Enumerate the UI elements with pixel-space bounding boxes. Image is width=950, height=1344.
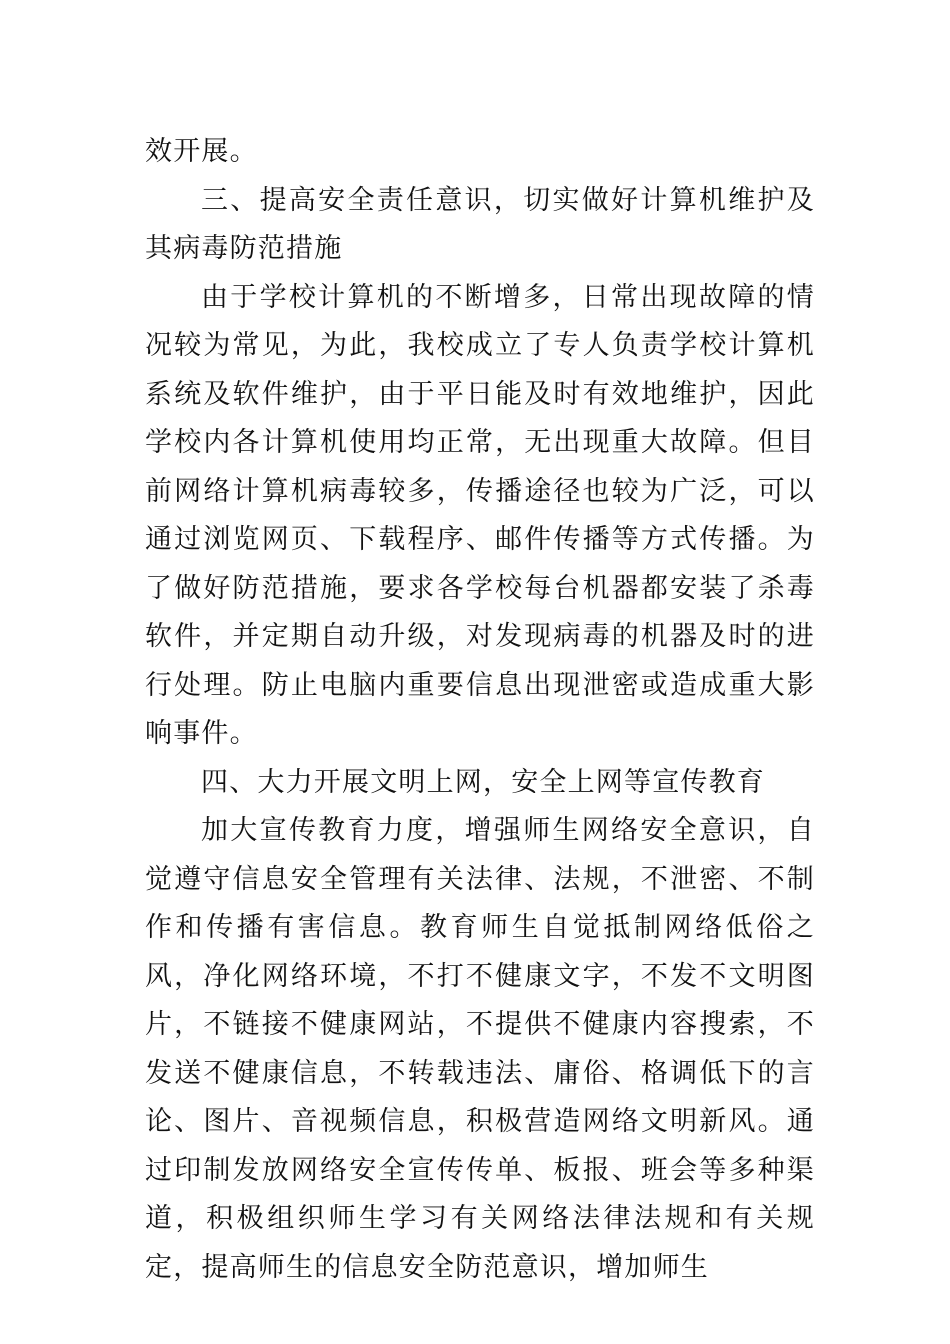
section-heading-4: 四、大力开展文明上网，安全上网等宣传教育 — [201, 766, 765, 798]
section-heading-3: 三、提高安全责任意识，切实做好计算机维护及其病毒防范措施 — [145, 184, 815, 264]
document-body — [145, 128, 815, 1292]
paragraph-continuation: 效开展。 — [145, 136, 258, 167]
paragraph-computer-maintenance: 由于学校计算机的不断增多，日常出现故障的情况较为常见，为此，我校成立了专人负责学校计算机系统及软件维护，由于平日能及时有效地维护，因此学校内各计算机使用均正常，无出现重大故障。但目前网络计算机病毒较多，传播途径也较为广泛，可以通过浏览网页、下载程序、邮件传播等方式传播。为了做好防范措施，要求各学校每台机器都安装了杀毒软件，并定期自动升级，对发现病毒的机器及时的进行处理。防止电脑内重要信息出现泄密或造成重大影响事件。 — [145, 281, 815, 749]
paragraph-network-education: 加大宣传教育力度，增强师生网络安全意识，自觉遵守信息安全管理有关法律、法规，不泄密、不制作和传播有害信息。教育师生自觉抵制网络低俗之风，净化网络环境，不打不健康文字，不发不文明图片，不链接不健康网站，不提供不健康内容搜索，不发送不健康信息，不转载违法、庸俗、格调低下的言论、图片、音视频信息，积极营造网络文明新风。通过印制发放网络安全宣传传单、板报、班会等多种渠道，积极组织师生学习有关网络法律法规和有关规定，提高师生的信息安全防范意识，增加师生 — [145, 815, 815, 1283]
